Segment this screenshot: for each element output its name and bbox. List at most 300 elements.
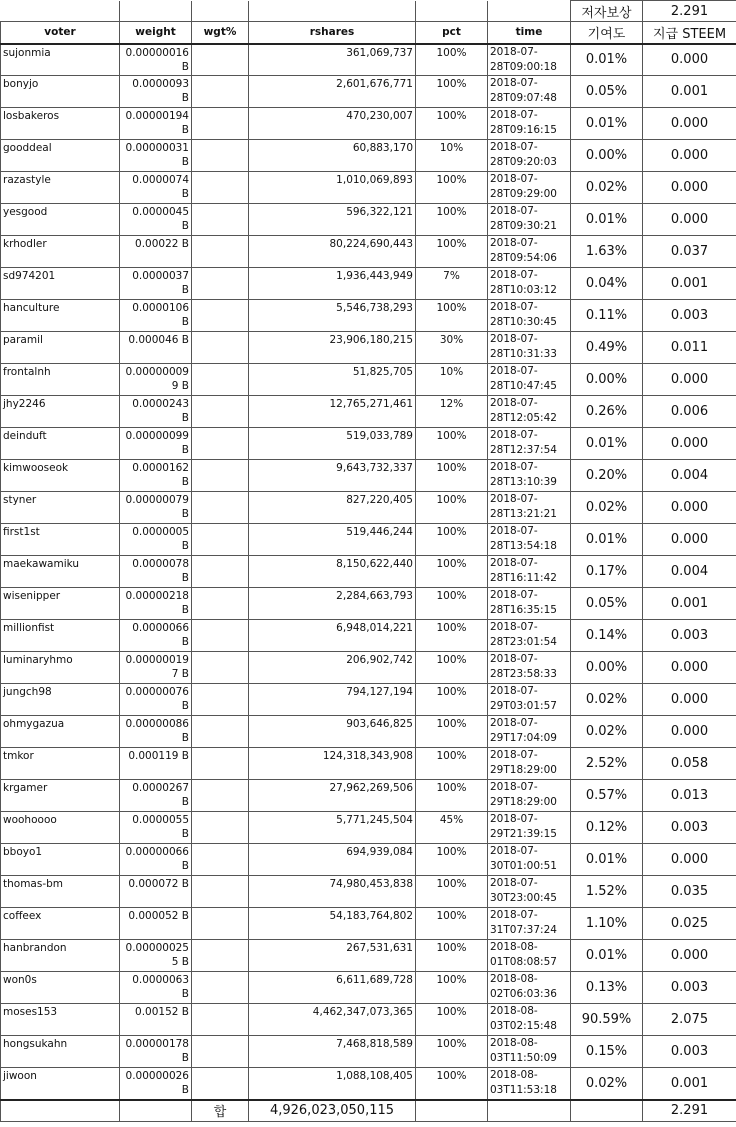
payout-cell[interactable]: 0.037 [643, 236, 736, 268]
total-rshares[interactable]: 4,926,023,050,115 [249, 1100, 416, 1122]
voter-cell[interactable]: won0s [1, 972, 120, 1004]
weight-cell[interactable]: 0.0000045 B [120, 204, 192, 236]
pct-cell[interactable]: 100% [416, 940, 488, 972]
payout-cell[interactable]: 0.004 [643, 556, 736, 588]
payout-cell[interactable]: 0.025 [643, 908, 736, 940]
wgt-cell[interactable] [192, 492, 249, 524]
voter-cell[interactable]: paramil [1, 332, 120, 364]
wgt-cell[interactable] [192, 716, 249, 748]
wgt-cell[interactable] [192, 588, 249, 620]
time-cell[interactable]: 2018-07-28T13:10:39 [488, 460, 571, 492]
voter-cell[interactable]: krhodler [1, 236, 120, 268]
header-pct[interactable]: pct [416, 22, 488, 44]
weight-cell[interactable]: 0.0000066 B [120, 620, 192, 652]
table-row [1, 940, 736, 972]
payout-cell[interactable]: 0.003 [643, 972, 736, 1004]
weight-cell[interactable]: 0.000119 B [120, 748, 192, 780]
payout-cell[interactable]: 0.058 [643, 748, 736, 780]
time-cell[interactable]: 2018-07-28T12:37:54 [488, 428, 571, 460]
rshares-cell[interactable]: 6,611,689,728 [249, 972, 416, 1004]
pct-cell[interactable]: 100% [416, 108, 488, 140]
payout-cell[interactable]: 0.000 [643, 428, 736, 460]
table-row [1, 652, 736, 684]
weight-cell[interactable]: 0.0000078 B [120, 556, 192, 588]
voter-cell[interactable]: first1st [1, 524, 120, 556]
contribution-cell[interactable]: 0.02% [571, 684, 643, 716]
contribution-cell[interactable]: 0.01% [571, 524, 643, 556]
rshares-cell[interactable]: 2,601,676,771 [249, 76, 416, 108]
time-cell[interactable]: 2018-07-28T09:07:48 [488, 76, 571, 108]
wgt-cell[interactable] [192, 1004, 249, 1036]
weight-cell[interactable]: 0.00000076 B [120, 684, 192, 716]
weight-cell[interactable]: 0.000046 B [120, 332, 192, 364]
payout-cell[interactable]: 0.001 [643, 268, 736, 300]
time-cell[interactable]: 2018-07-29T18:29:00 [488, 748, 571, 780]
wgt-cell[interactable] [192, 300, 249, 332]
rshares-cell[interactable]: 1,936,443,949 [249, 268, 416, 300]
pct-cell[interactable]: 30% [416, 332, 488, 364]
rshares-cell[interactable]: 267,531,631 [249, 940, 416, 972]
weight-cell[interactable]: 0.00152 B [120, 1004, 192, 1036]
voter-cell[interactable]: krgamer [1, 780, 120, 812]
contribution-cell[interactable]: 90.59% [571, 1004, 643, 1036]
pct-cell[interactable]: 100% [416, 684, 488, 716]
wgt-cell[interactable] [192, 652, 249, 684]
wgt-cell[interactable] [192, 748, 249, 780]
wgt-cell[interactable] [192, 428, 249, 460]
header-row [1, 22, 736, 44]
wgt-cell[interactable] [192, 812, 249, 844]
weight-cell[interactable]: 0.00000099 B [120, 428, 192, 460]
pct-cell[interactable]: 100% [416, 780, 488, 812]
rshares-cell[interactable]: 51,825,705 [249, 364, 416, 396]
voter-cell[interactable]: hanbrandon [1, 940, 120, 972]
wgt-cell[interactable] [192, 844, 249, 876]
time-cell[interactable]: 2018-07-28T09:29:00 [488, 172, 571, 204]
contribution-cell[interactable]: 1.63% [571, 236, 643, 268]
voter-cell[interactable]: jungch98 [1, 684, 120, 716]
voter-cell[interactable]: thomas-bm [1, 876, 120, 908]
voter-cell[interactable]: moses153 [1, 1004, 120, 1036]
contribution-cell[interactable]: 0.57% [571, 780, 643, 812]
wgt-cell[interactable] [192, 140, 249, 172]
rshares-cell[interactable]: 8,150,622,440 [249, 556, 416, 588]
time-cell[interactable]: 2018-08-03T02:15:48 [488, 1004, 571, 1036]
contribution-cell[interactable]: 0.02% [571, 172, 643, 204]
rshares-cell[interactable]: 12,765,271,461 [249, 396, 416, 428]
pct-cell[interactable]: 100% [416, 76, 488, 108]
empty-cell [120, 1, 192, 22]
wgt-cell[interactable] [192, 108, 249, 140]
pct-cell[interactable]: 100% [416, 524, 488, 556]
time-cell[interactable]: 2018-07-28T23:01:54 [488, 620, 571, 652]
pct-cell[interactable]: 12% [416, 396, 488, 428]
pct-cell[interactable]: 100% [416, 652, 488, 684]
wgt-cell[interactable] [192, 44, 249, 76]
payout-cell[interactable]: 0.000 [643, 204, 736, 236]
contribution-cell[interactable]: 0.04% [571, 268, 643, 300]
voter-cell[interactable]: jhy2246 [1, 396, 120, 428]
pct-cell[interactable]: 45% [416, 812, 488, 844]
contribution-cell[interactable]: 1.10% [571, 908, 643, 940]
voter-cell[interactable]: losbakeros [1, 108, 120, 140]
pct-cell[interactable]: 100% [416, 620, 488, 652]
empty-cell [192, 1, 249, 22]
contribution-cell[interactable]: 0.01% [571, 44, 643, 76]
pct-cell[interactable]: 7% [416, 268, 488, 300]
wgt-cell[interactable] [192, 364, 249, 396]
payout-cell[interactable]: 0.006 [643, 396, 736, 428]
pct-cell[interactable]: 100% [416, 236, 488, 268]
rshares-cell[interactable]: 9,643,732,337 [249, 460, 416, 492]
weight-cell[interactable]: 0.00000066 B [120, 844, 192, 876]
time-cell[interactable]: 2018-07-28T10:47:45 [488, 364, 571, 396]
pct-cell[interactable]: 10% [416, 364, 488, 396]
wgt-cell[interactable] [192, 332, 249, 364]
voter-cell[interactable]: wisenipper [1, 588, 120, 620]
rshares-cell[interactable]: 1,088,108,405 [249, 1068, 416, 1100]
wgt-cell[interactable] [192, 940, 249, 972]
header-wgt[interactable]: wgt% [192, 22, 249, 44]
time-cell[interactable]: 2018-07-29T21:39:15 [488, 812, 571, 844]
voter-cell[interactable]: maekawamiku [1, 556, 120, 588]
total-empty-cell[interactable] [416, 1100, 488, 1122]
weight-cell[interactable]: 0.0000243 B [120, 396, 192, 428]
pct-cell[interactable]: 100% [416, 1036, 488, 1068]
header-contribution[interactable]: 기여도 [571, 22, 643, 44]
rshares-cell[interactable]: 2,284,663,793 [249, 588, 416, 620]
header-payout[interactable]: 지급 STEEM [643, 22, 736, 44]
time-cell[interactable]: 2018-08-03T11:53:18 [488, 1068, 571, 1100]
weight-cell[interactable]: 0.0000005 B [120, 524, 192, 556]
table-row [1, 236, 736, 268]
contribution-cell[interactable]: 0.12% [571, 812, 643, 844]
time-cell[interactable]: 2018-07-28T09:16:15 [488, 108, 571, 140]
time-cell[interactable]: 2018-07-28T13:54:18 [488, 524, 571, 556]
payout-cell[interactable]: 0.001 [643, 588, 736, 620]
weight-cell[interactable]: 0.00000079 B [120, 492, 192, 524]
rshares-cell[interactable]: 1,010,069,893 [249, 172, 416, 204]
total-empty-cell[interactable] [571, 1100, 643, 1122]
weight-cell[interactable]: 0.0000055 B [120, 812, 192, 844]
contribution-cell[interactable]: 0.11% [571, 300, 643, 332]
pct-cell[interactable]: 100% [416, 588, 488, 620]
empty-cell [488, 1, 571, 22]
rshares-cell[interactable]: 80,224,690,443 [249, 236, 416, 268]
table-row [1, 1036, 736, 1068]
rshares-cell[interactable]: 794,127,194 [249, 684, 416, 716]
wgt-cell[interactable] [192, 268, 249, 300]
payout-cell[interactable]: 0.000 [643, 716, 736, 748]
wgt-cell[interactable] [192, 172, 249, 204]
payout-cell[interactable]: 0.001 [643, 76, 736, 108]
time-cell[interactable]: 2018-08-02T06:03:36 [488, 972, 571, 1004]
payout-cell[interactable]: 0.003 [643, 300, 736, 332]
time-cell[interactable]: 2018-07-30T01:00:51 [488, 844, 571, 876]
weight-cell[interactable]: 0.000000099 B [120, 364, 192, 396]
payout-cell[interactable]: 0.000 [643, 684, 736, 716]
wgt-cell[interactable] [192, 1036, 249, 1068]
pct-cell[interactable]: 100% [416, 716, 488, 748]
pct-cell[interactable]: 10% [416, 140, 488, 172]
total-payout[interactable]: 2.291 [643, 1100, 736, 1122]
table-row [1, 748, 736, 780]
voter-cell[interactable]: millionfist [1, 620, 120, 652]
rshares-cell[interactable]: 5,771,245,504 [249, 812, 416, 844]
voter-cell[interactable]: luminaryhmo [1, 652, 120, 684]
pct-cell[interactable]: 100% [416, 908, 488, 940]
rshares-cell[interactable]: 5,546,738,293 [249, 300, 416, 332]
rshares-cell[interactable]: 124,318,343,908 [249, 748, 416, 780]
wgt-cell[interactable] [192, 620, 249, 652]
payout-cell[interactable]: 0.003 [643, 812, 736, 844]
weight-cell[interactable]: 0.000000255 B [120, 940, 192, 972]
contribution-cell[interactable]: 0.13% [571, 972, 643, 1004]
time-cell[interactable]: 2018-07-29T17:04:09 [488, 716, 571, 748]
pct-cell[interactable]: 100% [416, 748, 488, 780]
pct-cell[interactable]: 100% [416, 556, 488, 588]
voter-cell[interactable]: yesgood [1, 204, 120, 236]
rshares-cell[interactable]: 6,948,014,221 [249, 620, 416, 652]
table-row [1, 812, 736, 844]
author-reward-value[interactable]: 2.291 [643, 1, 736, 22]
rshares-cell[interactable]: 694,939,084 [249, 844, 416, 876]
weight-cell[interactable]: 0.0000037 B [120, 268, 192, 300]
contribution-cell[interactable]: 2.52% [571, 748, 643, 780]
time-cell[interactable]: 2018-07-28T09:54:06 [488, 236, 571, 268]
time-cell[interactable]: 2018-07-30T23:00:45 [488, 876, 571, 908]
voter-cell[interactable]: bboyo1 [1, 844, 120, 876]
wgt-cell[interactable] [192, 396, 249, 428]
rshares-cell[interactable]: 23,906,180,215 [249, 332, 416, 364]
rshares-cell[interactable]: 596,322,121 [249, 204, 416, 236]
weight-cell[interactable]: 0.0000093 B [120, 76, 192, 108]
weight-cell[interactable]: 0.0000074 B [120, 172, 192, 204]
payout-cell[interactable]: 0.004 [643, 460, 736, 492]
voter-cell[interactable]: hongsukahn [1, 1036, 120, 1068]
header-voter[interactable]: voter [1, 22, 120, 44]
contribution-cell[interactable]: 0.17% [571, 556, 643, 588]
pct-cell[interactable]: 100% [416, 844, 488, 876]
contribution-cell[interactable]: 0.01% [571, 108, 643, 140]
payout-cell[interactable]: 0.035 [643, 876, 736, 908]
voter-cell[interactable]: woohoooo [1, 812, 120, 844]
voter-cell[interactable]: sd974201 [1, 268, 120, 300]
rshares-cell[interactable]: 206,902,742 [249, 652, 416, 684]
payout-cell[interactable]: 0.003 [643, 620, 736, 652]
time-cell[interactable]: 2018-07-28T09:20:03 [488, 140, 571, 172]
table-row [1, 332, 736, 364]
rshares-cell[interactable]: 54,183,764,802 [249, 908, 416, 940]
rshares-cell[interactable]: 519,033,789 [249, 428, 416, 460]
pct-cell[interactable]: 100% [416, 1004, 488, 1036]
time-cell[interactable]: 2018-07-28T16:11:42 [488, 556, 571, 588]
pct-cell[interactable]: 100% [416, 460, 488, 492]
voter-cell[interactable]: jiwoon [1, 1068, 120, 1100]
empty-cell [416, 1, 488, 22]
contribution-cell[interactable]: 0.00% [571, 140, 643, 172]
time-cell[interactable]: 2018-07-28T10:31:33 [488, 332, 571, 364]
contribution-cell[interactable]: 0.05% [571, 76, 643, 108]
contribution-cell[interactable]: 0.01% [571, 204, 643, 236]
weight-cell[interactable]: 0.0000106 B [120, 300, 192, 332]
weight-cell[interactable]: 0.00022 B [120, 236, 192, 268]
rshares-cell[interactable]: 27,962,269,506 [249, 780, 416, 812]
table-row [1, 460, 736, 492]
contribution-cell[interactable]: 0.00% [571, 364, 643, 396]
header-weight[interactable]: weight [120, 22, 192, 44]
payout-cell[interactable]: 0.000 [643, 364, 736, 396]
wgt-cell[interactable] [192, 524, 249, 556]
voter-cell[interactable]: coffeex [1, 908, 120, 940]
weight-cell[interactable]: 0.00000194 B [120, 108, 192, 140]
wgt-cell[interactable] [192, 684, 249, 716]
table-row [1, 76, 736, 108]
time-cell[interactable]: 2018-07-29T03:01:57 [488, 684, 571, 716]
time-cell[interactable]: 2018-07-28T09:00:18 [488, 44, 571, 76]
wgt-cell[interactable] [192, 236, 249, 268]
contribution-cell[interactable]: 0.02% [571, 1068, 643, 1100]
voter-cell[interactable]: styner [1, 492, 120, 524]
voter-cell[interactable]: gooddeal [1, 140, 120, 172]
wgt-cell[interactable] [192, 972, 249, 1004]
weight-cell[interactable]: 0.0000063 B [120, 972, 192, 1004]
rshares-cell[interactable]: 7,468,818,589 [249, 1036, 416, 1068]
voter-cell[interactable]: kimwooseok [1, 460, 120, 492]
voter-cell[interactable]: hanculture [1, 300, 120, 332]
payout-cell[interactable]: 0.000 [643, 524, 736, 556]
payout-cell[interactable]: 0.000 [643, 140, 736, 172]
time-cell[interactable]: 2018-07-28T10:30:45 [488, 300, 571, 332]
payout-cell[interactable]: 0.011 [643, 332, 736, 364]
contribution-cell[interactable]: 0.02% [571, 492, 643, 524]
rshares-cell[interactable]: 470,230,007 [249, 108, 416, 140]
contribution-cell[interactable]: 0.05% [571, 588, 643, 620]
contribution-cell[interactable]: 1.52% [571, 876, 643, 908]
rshares-cell[interactable]: 827,220,405 [249, 492, 416, 524]
pct-cell[interactable]: 100% [416, 492, 488, 524]
contribution-cell[interactable]: 0.01% [571, 428, 643, 460]
wgt-cell[interactable] [192, 204, 249, 236]
rshares-cell[interactable]: 903,646,825 [249, 716, 416, 748]
contribution-cell[interactable]: 0.49% [571, 332, 643, 364]
time-cell[interactable]: 2018-08-03T11:50:09 [488, 1036, 571, 1068]
time-cell[interactable]: 2018-07-29T18:29:00 [488, 780, 571, 812]
weight-cell[interactable]: 0.000000197 B [120, 652, 192, 684]
wgt-cell[interactable] [192, 460, 249, 492]
pct-cell[interactable]: 100% [416, 204, 488, 236]
header-rshares[interactable]: rshares [249, 22, 416, 44]
wgt-cell[interactable] [192, 76, 249, 108]
table-row [1, 108, 736, 140]
contribution-cell[interactable]: 0.01% [571, 940, 643, 972]
contribution-cell[interactable]: 0.02% [571, 716, 643, 748]
voter-cell[interactable]: ohmygazua [1, 716, 120, 748]
table-row [1, 684, 736, 716]
contribution-cell[interactable]: 0.15% [571, 1036, 643, 1068]
author-reward-label[interactable]: 저자보상 [571, 1, 643, 22]
total-empty-cell[interactable] [488, 1100, 571, 1122]
weight-cell[interactable]: 0.00000178 B [120, 1036, 192, 1068]
pct-cell[interactable]: 100% [416, 876, 488, 908]
voter-cell[interactable]: tmkor [1, 748, 120, 780]
voter-cell[interactable]: bonyjo [1, 76, 120, 108]
weight-cell[interactable]: 0.000052 B [120, 908, 192, 940]
payout-cell[interactable]: 0.003 [643, 1036, 736, 1068]
time-cell[interactable]: 2018-07-28T09:30:21 [488, 204, 571, 236]
voter-cell[interactable]: razastyle [1, 172, 120, 204]
payout-cell[interactable]: 0.000 [643, 844, 736, 876]
time-cell[interactable]: 2018-07-28T23:58:33 [488, 652, 571, 684]
contribution-cell[interactable]: 0.00% [571, 652, 643, 684]
payout-cell[interactable]: 0.000 [643, 492, 736, 524]
payout-cell[interactable]: 0.001 [643, 1068, 736, 1100]
total-empty-cell[interactable] [120, 1100, 192, 1122]
weight-cell[interactable]: 0.00000218 B [120, 588, 192, 620]
wgt-cell[interactable] [192, 556, 249, 588]
weight-cell[interactable]: 0.0000162 B [120, 460, 192, 492]
wgt-cell[interactable] [192, 1068, 249, 1100]
weight-cell[interactable]: 0.00000016 B [120, 44, 192, 76]
time-cell[interactable]: 2018-07-28T12:05:42 [488, 396, 571, 428]
payout-cell[interactable]: 0.013 [643, 780, 736, 812]
wgt-cell[interactable] [192, 908, 249, 940]
time-cell[interactable]: 2018-07-28T16:35:15 [488, 588, 571, 620]
pct-cell[interactable]: 100% [416, 300, 488, 332]
table-row [1, 876, 736, 908]
rshares-cell[interactable]: 60,883,170 [249, 140, 416, 172]
contribution-cell[interactable]: 0.26% [571, 396, 643, 428]
payout-cell[interactable]: 0.000 [643, 940, 736, 972]
total-empty-cell[interactable] [1, 1100, 120, 1122]
pct-cell[interactable]: 100% [416, 972, 488, 1004]
rshares-cell[interactable]: 4,462,347,073,365 [249, 1004, 416, 1036]
rshares-cell[interactable]: 361,069,737 [249, 44, 416, 76]
payout-cell[interactable]: 2.075 [643, 1004, 736, 1036]
pct-cell[interactable]: 100% [416, 172, 488, 204]
pct-cell[interactable]: 100% [416, 428, 488, 460]
pct-cell[interactable]: 100% [416, 44, 488, 76]
weight-cell[interactable]: 0.00000086 B [120, 716, 192, 748]
total-label[interactable]: 합 [192, 1100, 249, 1122]
wgt-cell[interactable] [192, 780, 249, 812]
voter-cell[interactable]: frontalnh [1, 364, 120, 396]
payout-cell[interactable]: 0.000 [643, 44, 736, 76]
time-cell[interactable]: 2018-08-01T08:08:57 [488, 940, 571, 972]
wgt-cell[interactable] [192, 876, 249, 908]
weight-cell[interactable]: 0.000072 B [120, 876, 192, 908]
voter-cell[interactable]: sujonmia [1, 44, 120, 76]
payout-cell[interactable]: 0.000 [643, 652, 736, 684]
weight-cell[interactable]: 0.00000026 B [120, 1068, 192, 1100]
empty-cell [1, 1, 120, 22]
time-cell[interactable]: 2018-07-28T10:03:12 [488, 268, 571, 300]
payout-cell[interactable]: 0.000 [643, 108, 736, 140]
time-cell[interactable]: 2018-07-28T13:21:21 [488, 492, 571, 524]
contribution-cell[interactable]: 0.01% [571, 844, 643, 876]
weight-cell[interactable]: 0.0000267 B [120, 780, 192, 812]
voter-cell[interactable]: deinduft [1, 428, 120, 460]
time-cell[interactable]: 2018-07-31T07:37:24 [488, 908, 571, 940]
payout-cell[interactable]: 0.000 [643, 172, 736, 204]
contribution-cell[interactable]: 0.14% [571, 620, 643, 652]
pct-cell[interactable]: 100% [416, 1068, 488, 1100]
weight-cell[interactable]: 0.00000031 B [120, 140, 192, 172]
rshares-cell[interactable]: 74,980,453,838 [249, 876, 416, 908]
contribution-cell[interactable]: 0.20% [571, 460, 643, 492]
rshares-cell[interactable]: 519,446,244 [249, 524, 416, 556]
header-time[interactable]: time [488, 22, 571, 44]
